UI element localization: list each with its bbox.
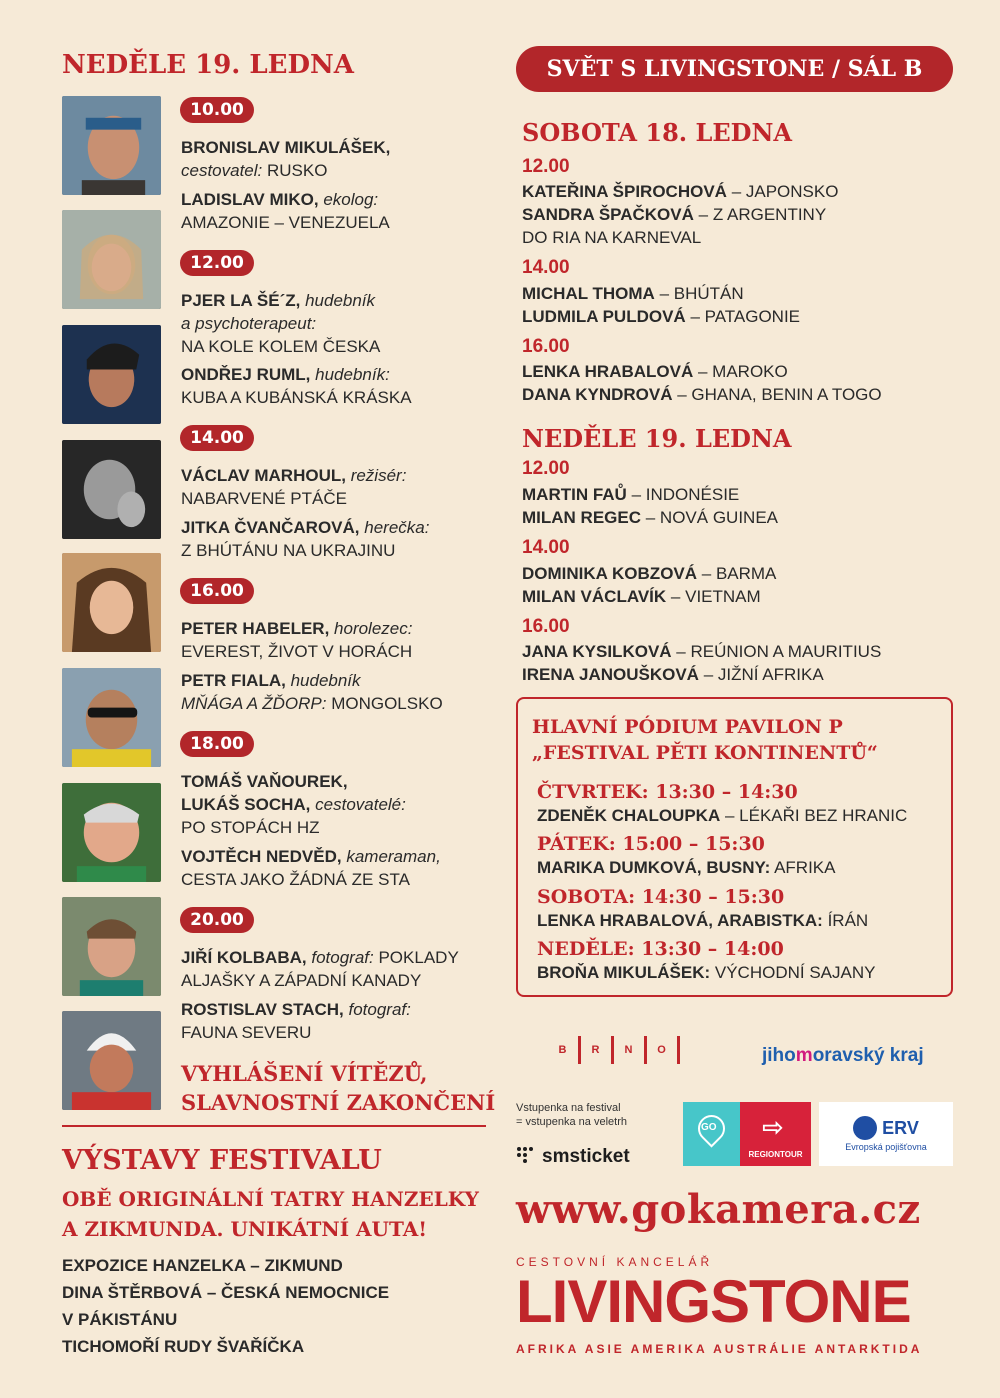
stage-day: ČTVRTEK: 13:30 – 14:30	[537, 781, 798, 803]
speaker-photo	[62, 1011, 161, 1110]
time-label: 16.00	[522, 336, 570, 357]
time-badge: 10.00	[180, 97, 254, 123]
travel-agency-label: CESTOVNÍ KANCELÁŘ	[516, 1255, 714, 1269]
speaker-photo	[62, 668, 161, 767]
time-badge: 16.00	[180, 578, 254, 604]
speaker-photo	[62, 325, 161, 424]
program-entry: JIŘÍ KOLBABA, fotograf: POKLADY ALJAŠKY A ZÁPADNÍ KANADY	[181, 948, 459, 990]
time-badge: 20.00	[180, 907, 254, 933]
stage-day: PÁTEK: 15:00 – 15:30	[537, 833, 765, 855]
erv-logo: ERV Evropská pojišťovna	[819, 1102, 953, 1166]
speaker-photo	[62, 783, 161, 882]
closing-ceremony: VYHLÁŠENÍ VÍTĚZŮ, SLAVNOSTNÍ ZAKONČENÍ	[181, 1061, 496, 1115]
exhibitions-title: VÝSTAVY FESTIVALU	[62, 1145, 382, 1176]
list-item: V PÁKISTÁNU	[62, 1310, 178, 1329]
stage-entry: LENKA HRABALOVÁ, ARABISTKA: ÍRÁN	[537, 911, 869, 930]
smsticket-icon	[516, 1146, 538, 1168]
program-entry: MARTIN FAŮ – INDONÉSIE MILAN REGEC – NOVÁ GUINEA	[522, 485, 778, 527]
program-entry: JANA KYSILKOVÁ – REÚNION A MAURITIUS IRENA JANOUŠKOVÁ – JIŽNÍ AFRIKA	[522, 642, 882, 684]
stage-entry: MARIKA DUMKOVÁ, BUSNY: AFRIKA	[537, 858, 836, 877]
list-item: TICHOMOŘÍ RUDY ŠVAŘÍČKA	[62, 1337, 305, 1356]
divider	[62, 1125, 486, 1127]
program-entry: PETER HABELER, horolezec: EVEREST, ŽIVOT V HORÁCH	[181, 619, 413, 661]
program-entry: JITKA ČVANČAROVÁ, herečka: Z BHÚTÁNU NA UKRAJINU	[181, 518, 430, 560]
day-heading: SOBOTA 18. LEDNA	[522, 118, 793, 147]
globe-icon	[853, 1116, 877, 1140]
program-entry: LENKA HRABALOVÁ – MAROKO DANA KYNDROVÁ – GHANA, BENIN A TOGO	[522, 362, 882, 404]
left-day-heading: NEDĚLE 19. LEDNA	[62, 50, 354, 80]
program-entry: LADISLAV MIKO, ekolog: AMAZONIE – VENEZUELA	[181, 190, 390, 232]
ticket-note: Vstupenka na festival = vstupenka na veletrh	[516, 1102, 627, 1128]
list-item: EXPOZICE HANZELKA – ZIKMUND	[62, 1256, 343, 1275]
list-item: DINA ŠTĚRBOVÁ – ČESKÁ NEMOCNICE	[62, 1283, 390, 1302]
program-entry: KATEŘINA ŠPIROCHOVÁ – JAPONSKO SANDRA ŠPAČKOVÁ – Z ARGENTINY DO RIA NA KARNEVAL	[522, 182, 839, 247]
website-link[interactable]: www.gokamera.cz	[516, 1186, 921, 1233]
speaker-photo	[62, 96, 161, 195]
arrow-icon: ⇨	[762, 1112, 784, 1142]
program-entry: MICHAL THOMA – BHÚTÁN LUDMILA PULDOVÁ – PATAGONIE	[522, 284, 801, 326]
day-heading: NEDĚLE 19. LEDNA	[522, 424, 792, 453]
program-entry: DOMINIKA KOBZOVÁ – BARMA MILAN VÁCLAVÍK – VIETNAM	[522, 564, 777, 606]
stage-entry: ZDENĚK CHALOUPKA – LÉKAŘI BEZ HRANIC	[537, 806, 908, 825]
time-badge: 12.00	[180, 250, 254, 276]
time-badge: 14.00	[180, 425, 254, 451]
stage-entry: BROŇA MIKULÁŠEK: VÝCHODNÍ SAJANY	[537, 963, 876, 982]
livingstone-logo: LIVINGSTONE	[516, 1268, 911, 1335]
time-label: 12.00	[522, 156, 570, 177]
exhibitions-list	[62, 1252, 389, 1360]
speaker-photo	[62, 210, 161, 309]
time-label: 14.00	[522, 537, 570, 558]
time-label: 12.00	[522, 458, 570, 479]
exhibitions-subtitle: OBĚ ORIGINÁLNÍ TATRY HANZELKY A ZIKMUNDA. UNIKÁTNÍ AUTA!	[62, 1187, 479, 1241]
time-label: 14.00	[522, 257, 570, 278]
program-entry: VÁCLAV MARHOUL, režisér: NABARVENÉ PTÁČE	[181, 466, 407, 508]
brno-logo: B R N O	[548, 1036, 680, 1064]
stage-day: NEDĚLE: 13:30 – 14:00	[537, 938, 784, 960]
speaker-photo	[62, 897, 161, 996]
time-label: 16.00	[522, 616, 570, 637]
program-entry: VOJTĚCH NEDVĚD, kameraman, CESTA JAKO ŽÁDNÁ ZE STA	[181, 847, 441, 889]
hall-banner: SVĚT S LIVINGSTONE / SÁL B	[516, 46, 953, 92]
main-stage-title: HLAVNÍ PÓDIUM PAVILON P „FESTIVAL PĚTI KONTINENTŮ“	[532, 716, 878, 764]
program-entry: PJER LA ŠÉ´Z, hudebník a psychoterapeut: NA KOLE KOLEM ČESKA	[181, 291, 381, 356]
time-badge: 18.00	[180, 731, 254, 757]
continents-tagline: AFRIKA ASIE AMERIKA AUSTRÁLIE ANTARKTIDA	[516, 1342, 923, 1356]
stage-day: SOBOTA: 14:30 – 15:30	[537, 886, 785, 908]
speaker-photo	[62, 553, 161, 652]
program-entry: ONDŘEJ RUML, hudebník: KUBA A KUBÁNSKÁ KRÁSKA	[181, 365, 412, 407]
speaker-photo	[62, 440, 161, 539]
program-entry: TOMÁŠ VAŇOUREK, LUKÁŠ SOCHA, cestovatelé: PO STOPÁCH HZ	[181, 772, 406, 837]
jihomoravsky-kraj-logo: jihomoravský kraj	[762, 1045, 924, 1066]
go-regiontour-logo: GO ⇨ REGIONTOUR	[683, 1102, 811, 1166]
program-entry: PETR FIALA, hudebník MŇÁGA A ŽĎORP: MONGOLSKO	[181, 671, 443, 713]
program-entry: BRONISLAV MIKULÁŠEK, cestovatel: RUSKO	[181, 138, 391, 180]
smsticket-logo: smsticket	[516, 1146, 630, 1168]
program-entry: ROSTISLAV STACH, fotograf: FAUNA SEVERU	[181, 1000, 411, 1042]
